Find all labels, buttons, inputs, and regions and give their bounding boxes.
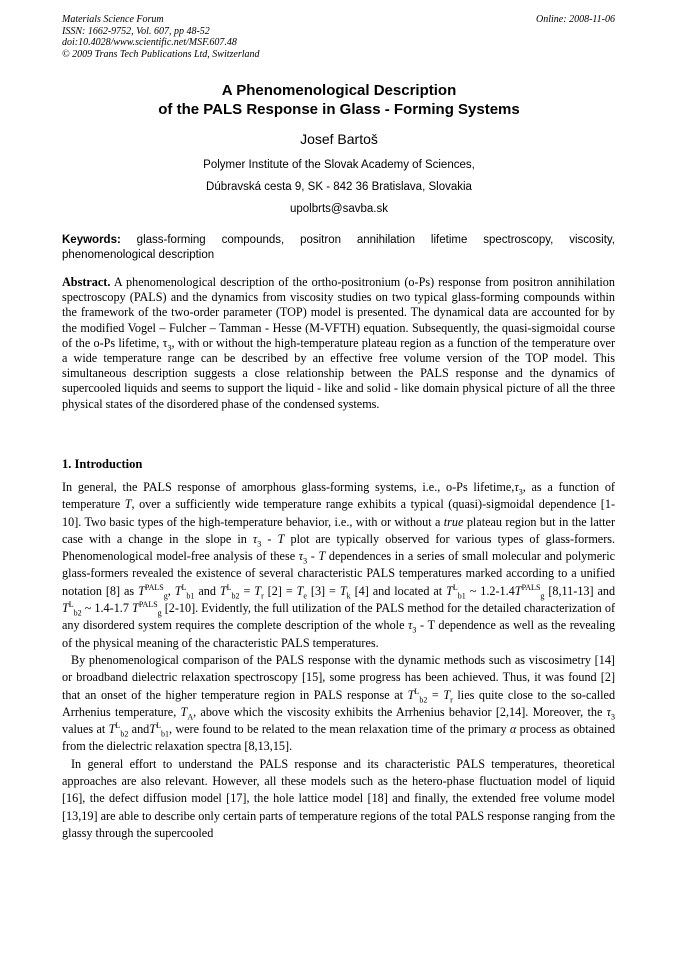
abstract: [62, 275, 615, 412]
p1-text: plateau region but in the latter case with a change in the slope in: [62, 514, 616, 546]
equals: =: [243, 583, 251, 598]
sub-g: g: [540, 591, 545, 601]
equals: =: [431, 687, 439, 702]
p2-text: values at: [62, 722, 106, 737]
T-b2-L: T: [407, 687, 415, 702]
author: Josef Bartoš: [300, 131, 378, 147]
p1-text: , as a function of temperature: [62, 480, 615, 512]
sup-L: L: [452, 582, 458, 592]
paragraph-1: [62, 479, 615, 652]
abstract-label: Abstract.: [62, 275, 111, 289]
journal-header: [62, 14, 260, 60]
sup-L: L: [226, 582, 232, 592]
keywords: [62, 233, 615, 263]
p2-text: process as obtained from the dielectric relaxation spectra [8,13,15].: [62, 722, 616, 754]
p1-text: plot are typically observed for various types of glass-formers. Phenomenological model-free analysis of these: [62, 531, 616, 564]
sub-k: k: [346, 591, 351, 601]
p1-text: In general, the PALS response of amorphous glass-forming systems, i.e., o-Ps lifetime,: [62, 480, 515, 494]
sub-g: g: [163, 591, 168, 601]
copyright: © 2009 Trans Tech Publications Ltd, Switzerland: [62, 48, 260, 60]
sup-L: L: [156, 721, 161, 731]
sub-b2: b2: [419, 695, 428, 704]
p2-text: lies quite close to the so-called Arrhenius temperature,: [62, 687, 616, 719]
T-e: T: [296, 583, 304, 598]
tau-sub: 3: [518, 487, 523, 497]
title-line-2: of the PALS Response in Glass - Forming Systems: [158, 101, 520, 118]
abstract-tau-sub: 3: [167, 343, 172, 353]
tau-sub: 3: [303, 556, 308, 566]
T-b1-L: T: [446, 583, 453, 598]
sub-r: r: [450, 695, 453, 704]
T-g-pals: T: [138, 583, 145, 598]
tau-sub: 3: [412, 625, 417, 635]
paragraph-2: [62, 652, 615, 756]
sub-b1: b1: [160, 729, 169, 739]
tau-sub: 3: [257, 539, 262, 549]
doi: doi:10.4028/www.scientific.net/MSF.607.48: [62, 37, 237, 48]
sup-pals: PALS: [138, 600, 158, 610]
section-heading: 1. Introduction: [62, 457, 143, 471]
and: and: [198, 583, 216, 598]
p1-text: , over a sufficiently wide temperature range exhibits a typical (quasi)-sigmoidal dependence [1-10]. Two basic types of the high-temperature behavior, i.e., with or without a: [62, 497, 616, 529]
sub-e: e: [303, 591, 307, 601]
sub-b2: b2: [73, 608, 82, 618]
T-symbol: T: [318, 549, 326, 564]
T-r: T: [443, 687, 451, 702]
sub-b2: b2: [120, 729, 129, 739]
T-A: T: [180, 704, 188, 719]
comma: ,: [167, 583, 171, 598]
keywords-label: Keywords:: [62, 234, 121, 246]
dash: -: [419, 618, 425, 633]
T-b2-L: T: [108, 722, 116, 737]
sub-b2: b2: [231, 591, 240, 601]
p2-text: , were found to be related to the mean relaxation time of the primary: [168, 722, 507, 737]
sup-pals: PALS: [144, 582, 164, 592]
T-g-pals: T: [514, 583, 522, 598]
p1-text: [2-10]. Evidently, the full utilization of the PALS method for the detailed characterization of any disordered system requires the complete description of the whole: [62, 601, 616, 633]
T-b1-L: T: [174, 583, 182, 598]
p1-text: [8,11-13] and: [548, 583, 616, 598]
p1-text: [2] =: [267, 583, 293, 598]
tau-symbol: τ: [298, 549, 304, 564]
sup-L: L: [414, 686, 420, 696]
affiliation: [0, 154, 678, 220]
T-g-pals: T: [132, 601, 139, 616]
alpha-symbol: α: [509, 722, 517, 737]
online-date: Online: 2008-11-06: [536, 14, 615, 25]
abstract-text-a: A phenomenological description of the ortho-positronium (o-Ps) response from positron annihilation spectroscopy (PALS) and the dynamics from viscosity studies on two typical glass-forming compounds within the framework of the two-order parameter (TOP) model is presented. The dynamical data are accounted for by the modified Vogel – Fulcher – Tamman - Hesse (M-VFTH) equation. Subsequently, the quasi-sigmoidal course of the o-Ps lifetime, τ: [62, 275, 615, 350]
journal-name: Materials Science Forum: [62, 14, 164, 25]
p2-text: and: [131, 722, 150, 737]
T-b2-L: T: [62, 601, 69, 616]
p1-text: dependences in a series of small molecular and polymeric glass-formers revealed the existence of several characteristic PALS temperatures marked according to a unified notation [8] as: [62, 549, 616, 598]
body-text: [62, 479, 615, 842]
sub-b1: b1: [457, 591, 466, 601]
tau-symbol: τ: [606, 704, 612, 719]
email: upolbrts@savba.sk: [290, 203, 388, 215]
p2-text: , above which the viscosity exhibits the Arrhenius behavior [2,14]. Moreover, the: [193, 704, 603, 719]
keywords-text: glass-forming compounds, positron annihilation lifetime spectroscopy, viscosity, phenomenological description: [62, 234, 615, 261]
paragraph-3: In general effort to understand the PALS response and its characteristic PALS temperatures, theoretical approaches are also relevant. However, all these models such as the hetero-phase fluctuation model of liquid [16], the defect diffusion model [17], the hole lattice model [18] and finally, the extended free volume model [13,19] are able to describe only certain parts of temperature regions of the total PALS response ranging from the glassy through the supercooled: [62, 756, 615, 840]
paper-title: [0, 81, 678, 119]
p1-text: dependence as well as the revealing of the physical meaning of the characteristic PALS temperatures.: [62, 618, 616, 650]
p2-text: By phenomenological comparison of the PALS response with the dynamic methods such as viscosimetry [14] or broadband dielectric relaxation spectroscopy [15], some progress has been achieved. Thus, it was found [2] that an onset of the higher temperature region in PALS response at: [62, 652, 615, 702]
sub-g: g: [157, 608, 162, 618]
abstract-text-b: , with or without the high-temperature plateau region as a function of the temperature over a wide temperature range can be described by an effective free volume version of the TOP model. This simultaneous description suggests a close relationship between the PALS response and the dynamics of supercooled liquids and seems to support the liquid - like and solid - like domain physical picture of all the three physical states of the disordered phase of the condensed systems.: [62, 335, 616, 411]
T-symbol: T: [427, 618, 435, 633]
tau-symbol: τ: [408, 618, 413, 633]
affiliation-line-1: Polymer Institute of the Slovak Academy of Sciences,: [203, 159, 475, 171]
p1-text: [4] and located at: [354, 583, 443, 598]
sup-L: L: [115, 721, 121, 731]
tau-symbol: τ: [252, 531, 258, 546]
p1-text: ~ 1.4-1.7: [84, 601, 129, 616]
p1-text: ~ 1.2-1.4: [469, 583, 515, 598]
title-line-1: A Phenomenological Description: [221, 82, 457, 99]
T-k: T: [339, 583, 347, 598]
true-italic: true: [443, 514, 464, 529]
affiliation-line-2: Dúbravská cesta 9, SK - 842 36 Bratislava, Slovakia: [206, 181, 472, 193]
dash: -: [310, 549, 315, 564]
T-r: T: [254, 583, 262, 598]
sub-b1: b1: [186, 591, 195, 601]
dash: -: [267, 531, 272, 546]
sup-L: L: [68, 600, 74, 610]
tau-sub: 3: [611, 712, 616, 722]
T-symbol: T: [277, 531, 285, 546]
sup-pals: PALS: [521, 582, 541, 592]
p1-text: [3] =: [310, 583, 336, 598]
T-symbol: T: [124, 497, 132, 512]
tau-symbol: τ: [514, 480, 519, 494]
sub-A: A: [187, 712, 194, 722]
sub-r: r: [261, 591, 264, 601]
T-b1-L: T: [149, 722, 157, 737]
T-b2-L: T: [219, 583, 227, 598]
issn: ISSN: 1662-9752, Vol. 607, pp 48-52: [62, 25, 210, 37]
sup-L: L: [181, 582, 187, 592]
